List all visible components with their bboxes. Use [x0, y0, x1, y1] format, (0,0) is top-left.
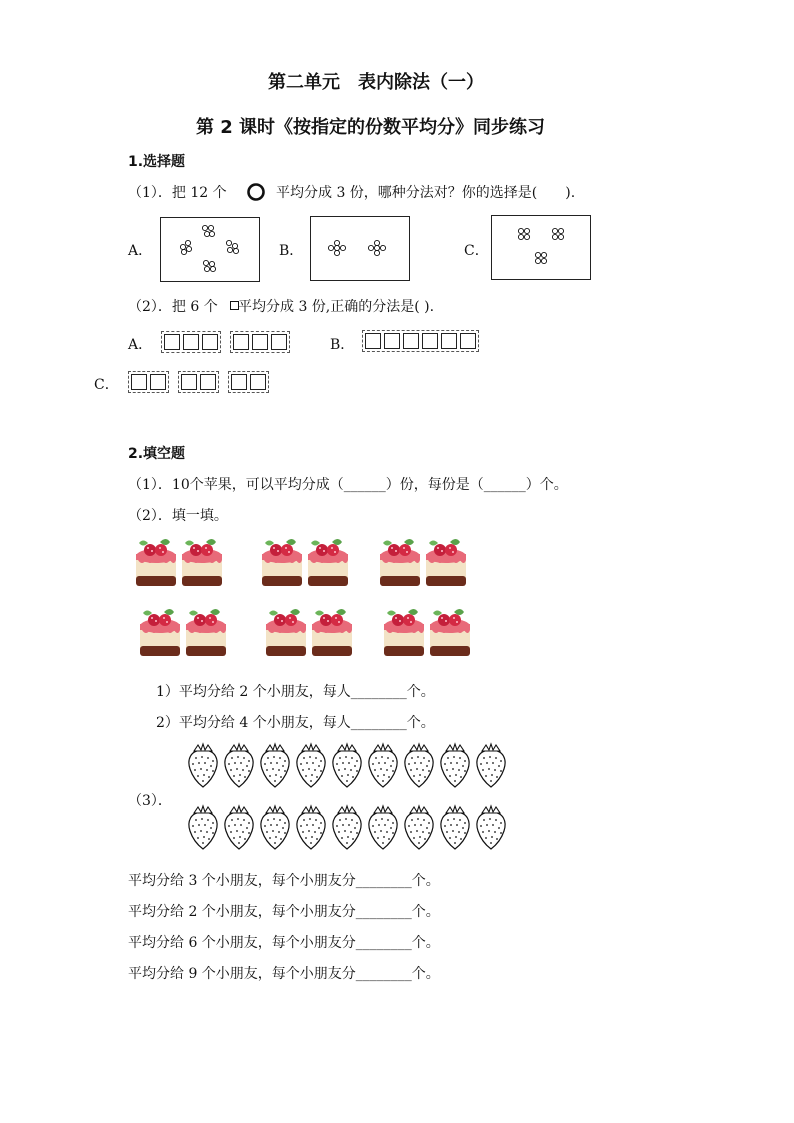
square-icon	[460, 333, 476, 349]
square-icon	[252, 334, 268, 350]
fill-q3-line-3: 平均分给 6 个小朋友，每个小朋友分________个。	[128, 935, 440, 951]
cake-row-2	[140, 609, 470, 656]
square-icon	[422, 333, 438, 349]
q2-option-c-group3[interactable]	[228, 371, 269, 393]
q1-option-a-box[interactable]	[160, 217, 260, 282]
q2-option-c-group2[interactable]	[178, 371, 219, 393]
q2-option-a-label: A．	[128, 337, 153, 353]
cakes-illustration	[128, 532, 488, 672]
square-icon	[233, 334, 249, 350]
q2-option-b-group1[interactable]	[362, 330, 479, 352]
square-icon	[271, 334, 287, 350]
q1-option-b-box[interactable]	[310, 216, 410, 281]
fill-q2-sub2: 2）平均分给 4 个小朋友，每人________个。	[156, 715, 435, 731]
fill-q3-line-2: 平均分给 2 个小朋友，每个小朋友分________个。	[128, 904, 440, 920]
q1-option-b-label: B．	[279, 243, 304, 259]
square-icon	[384, 333, 400, 349]
circle-groups-a	[161, 218, 259, 281]
q2-option-c-group1[interactable]	[128, 371, 169, 393]
fill-q3-label: （3）．	[128, 793, 172, 809]
page-title: 第二单元 表内除法（一）	[268, 72, 484, 93]
q2-option-a-group1[interactable]	[161, 331, 221, 353]
square-icon	[131, 374, 147, 390]
square-icon	[365, 333, 381, 349]
q1-option-c-label: C．	[464, 243, 489, 259]
square-icon	[441, 333, 457, 349]
strawberry-row-2	[189, 806, 505, 849]
cake-row-1	[136, 539, 466, 586]
q2-option-c-label: C．	[94, 377, 119, 393]
fill-q3-line-4: 平均分给 9 个小朋友，每个小朋友分________个。	[128, 966, 440, 982]
square-icon	[164, 334, 180, 350]
circle-icon	[246, 182, 266, 202]
square-icon	[183, 334, 199, 350]
square-icon	[150, 374, 166, 390]
q2-option-b-label: B．	[330, 337, 355, 353]
q2-text-before: （2）．把 6 个	[128, 299, 218, 315]
circle-groups-c	[492, 216, 590, 279]
square-icon	[202, 334, 218, 350]
square-icon	[403, 333, 419, 349]
q1-suffix: 平均分成 3 份，哪种分法对？你的选择是( ).	[276, 185, 576, 201]
q2-option-a-group2[interactable]	[230, 331, 290, 353]
square-icon	[231, 374, 247, 390]
section-heading-choice: 1.选择题	[128, 154, 186, 170]
circle-groups-b	[311, 217, 409, 280]
q1-option-a-label: A．	[128, 243, 153, 259]
fill-q1: （1）．10个苹果，可以平均分成（______）份，每份是（______）个。	[128, 477, 568, 493]
fill-q3-line-1: 平均分给 3 个小朋友，每个小朋友分________个。	[128, 873, 440, 889]
section-heading-fill: 2.填空题	[128, 446, 186, 462]
square-icon	[200, 374, 216, 390]
fill-q2-sub1: 1）平均分给 2 个小朋友，每人________个。	[156, 684, 435, 700]
square-icon	[250, 374, 266, 390]
strawberry-row-1	[189, 744, 505, 787]
q2-text-after: 平均分成 3 份,正确的分法是( ).	[238, 299, 435, 315]
q1-prefix: （1）．把 12 个	[128, 185, 227, 201]
page-subtitle: 第 2 课时《按指定的份数平均分》同步练习	[196, 117, 546, 138]
q1-option-c-box[interactable]	[491, 215, 591, 280]
fill-q2: （2）．填一填。	[128, 508, 228, 524]
square-icon	[181, 374, 197, 390]
strawberries-illustration	[186, 742, 516, 854]
